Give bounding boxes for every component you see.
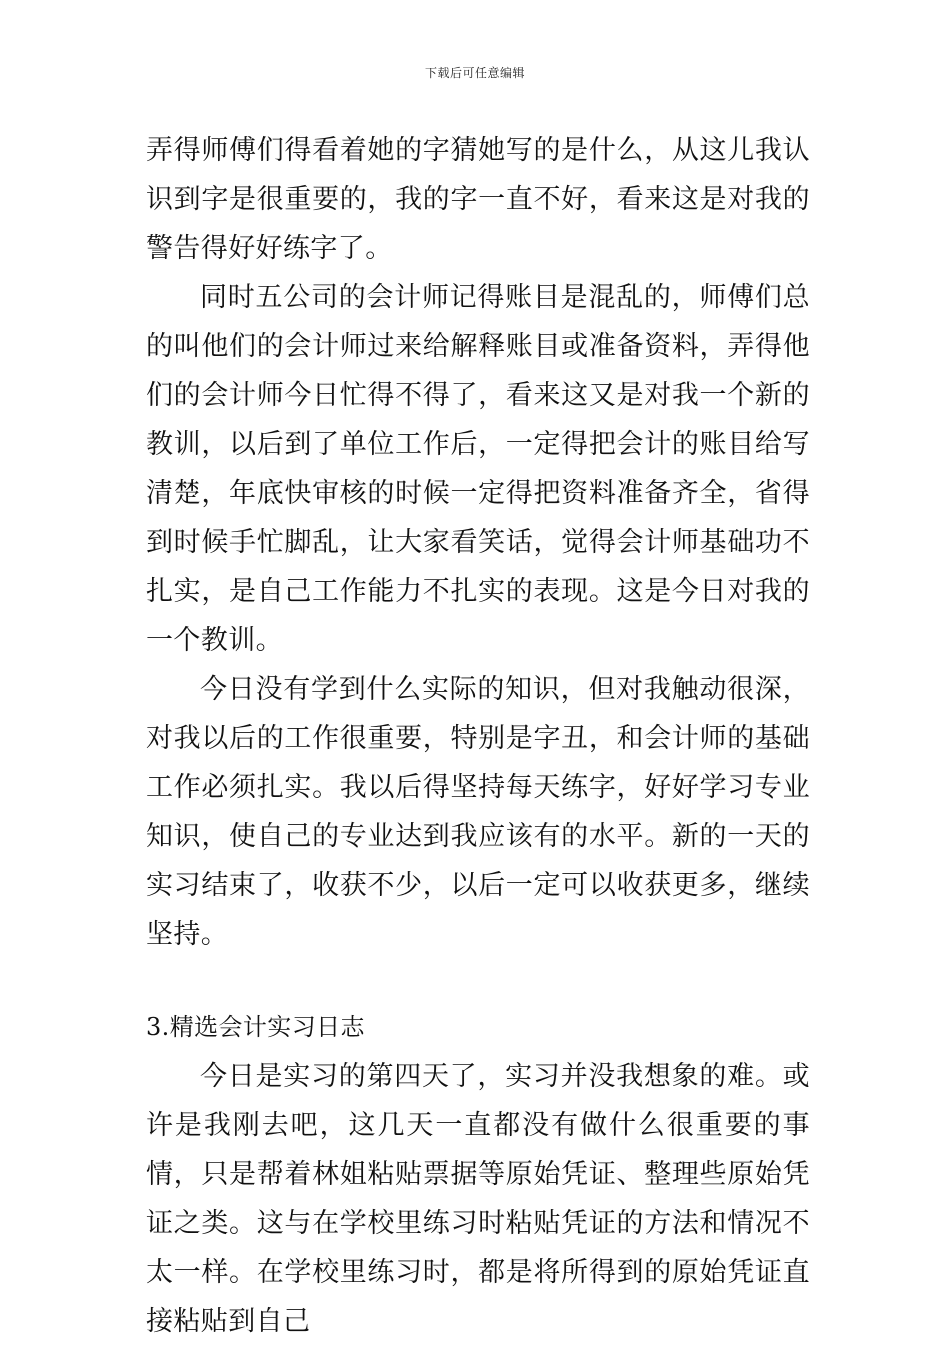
- page-header: 下载后可任意编辑: [424, 66, 525, 80]
- paragraph-1: 弄得师傅们得看着她的字猜她写的是什么，从这儿我认识到字是很重要的，我的字一直不好，看来这是对我的警告得好好练字了。: [146, 135, 810, 264]
- paragraph-2: 同时五公司的会计师记得账目是混乱的，师傅们总的叫他们的会计师过来给解释账目或准备资料，弄得他们的会计师今日忙得不得了，看来这又是对我一个新的教训，以后到了单位工作后，一定得把会计的账目给写清楚，年底快审核的时候一定得把资料准备齐全，省得到时候手忙脚乱，让大家看笑话，觉得会计师基础功不扎实，是自己工作能力不扎实的表现。这是今日对我的一个教训。: [146, 282, 810, 656]
- paragraph-3: 今日没有学到什么实际的知识，但对我触动很深，对我以后的工作很重要，特别是字丑，和会计师的基础工作必须扎实。我以后得坚持每天练字，好好学习专业知识，使自己的专业达到我应该有的水平。新的一天的实习结束了，收获不少，以后一定可以收获更多，继续坚持。: [146, 674, 810, 950]
- section-title: 3.精选会计实习日志: [146, 1013, 365, 1041]
- section-paragraph: 今日是实习的第四天了，实习并没我想象的难。或许是我刚去吧，这几天一直都没有做什么很重要的事情，只是帮着林姐粘贴票据等原始凭证、整理些原始凭证之类。这与在学校里练习时粘贴凭证的方法和情况不太一样。在学校里练习时，都是将所得到的原始凭证直接粘贴到自己: [146, 1061, 810, 1337]
- document-body: [146, 126, 810, 1346]
